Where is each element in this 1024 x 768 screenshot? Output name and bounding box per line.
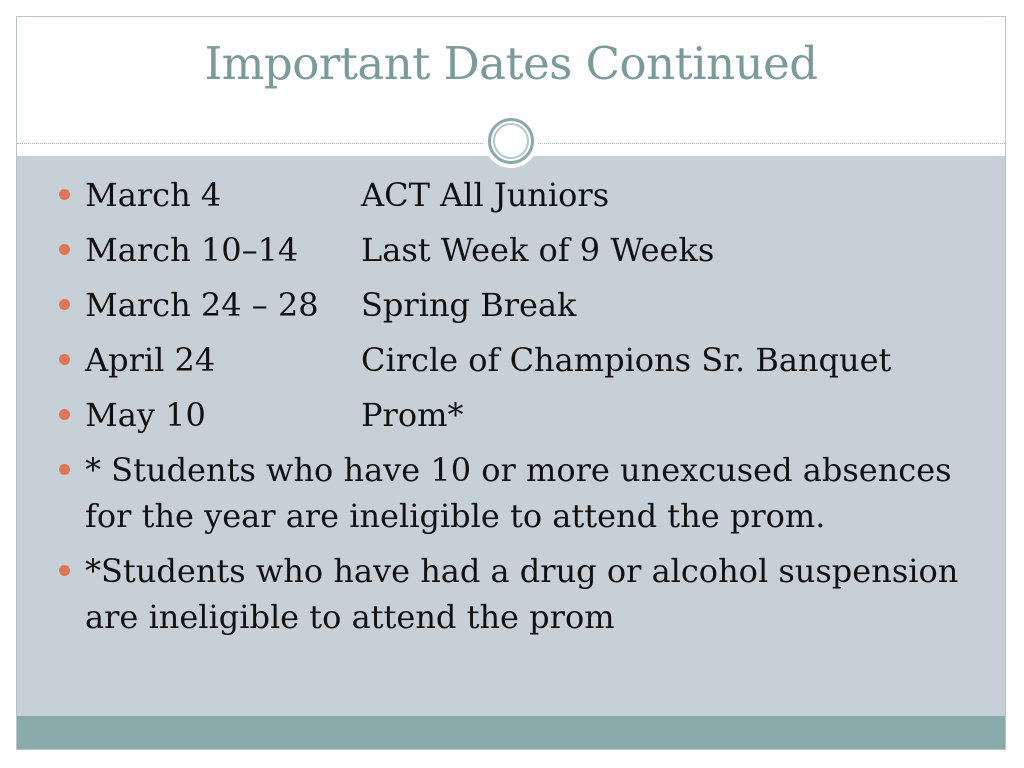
schedule-date: May 10 — [85, 396, 206, 434]
note-text: *Students who have had a drug or alcohol suspension are ineligible to attend the prom — [85, 552, 959, 636]
slide-title: Important Dates Continued — [204, 37, 818, 90]
bullet-list — [55, 172, 995, 649]
schedule-event: Circle of Champions Sr. Banquet — [361, 341, 892, 379]
bullet-icon — [59, 189, 70, 200]
bullet-icon — [59, 354, 70, 365]
schedule-event: Spring Break — [361, 286, 577, 324]
list-item — [55, 282, 995, 328]
schedule-date: March 4 — [85, 176, 222, 214]
bottom-bar — [17, 716, 1005, 750]
list-item — [55, 392, 995, 438]
bullet-icon — [59, 464, 70, 475]
bullet-icon — [59, 244, 70, 255]
circle-ornament-inner — [493, 123, 529, 159]
schedule-date: April 24 — [85, 341, 216, 379]
note-item — [55, 548, 995, 640]
list-item — [55, 172, 995, 218]
schedule-event: Prom* — [361, 396, 464, 434]
schedule-event: ACT All Juniors — [361, 176, 610, 214]
schedule-event: Last Week of 9 Weeks — [361, 231, 715, 269]
bullet-icon — [59, 409, 70, 420]
list-item — [55, 227, 995, 273]
bullet-icon — [59, 299, 70, 310]
note-text: * Students who have 10 or more unexcused absences for the year are ineligible to attend the prom. — [85, 451, 952, 535]
slide-frame — [16, 16, 1006, 750]
note-item — [55, 447, 995, 539]
schedule-date: March 10–14 — [85, 231, 299, 269]
bullet-icon — [59, 565, 70, 576]
schedule-date: March 24 – 28 — [85, 286, 319, 324]
list-item — [55, 337, 995, 383]
